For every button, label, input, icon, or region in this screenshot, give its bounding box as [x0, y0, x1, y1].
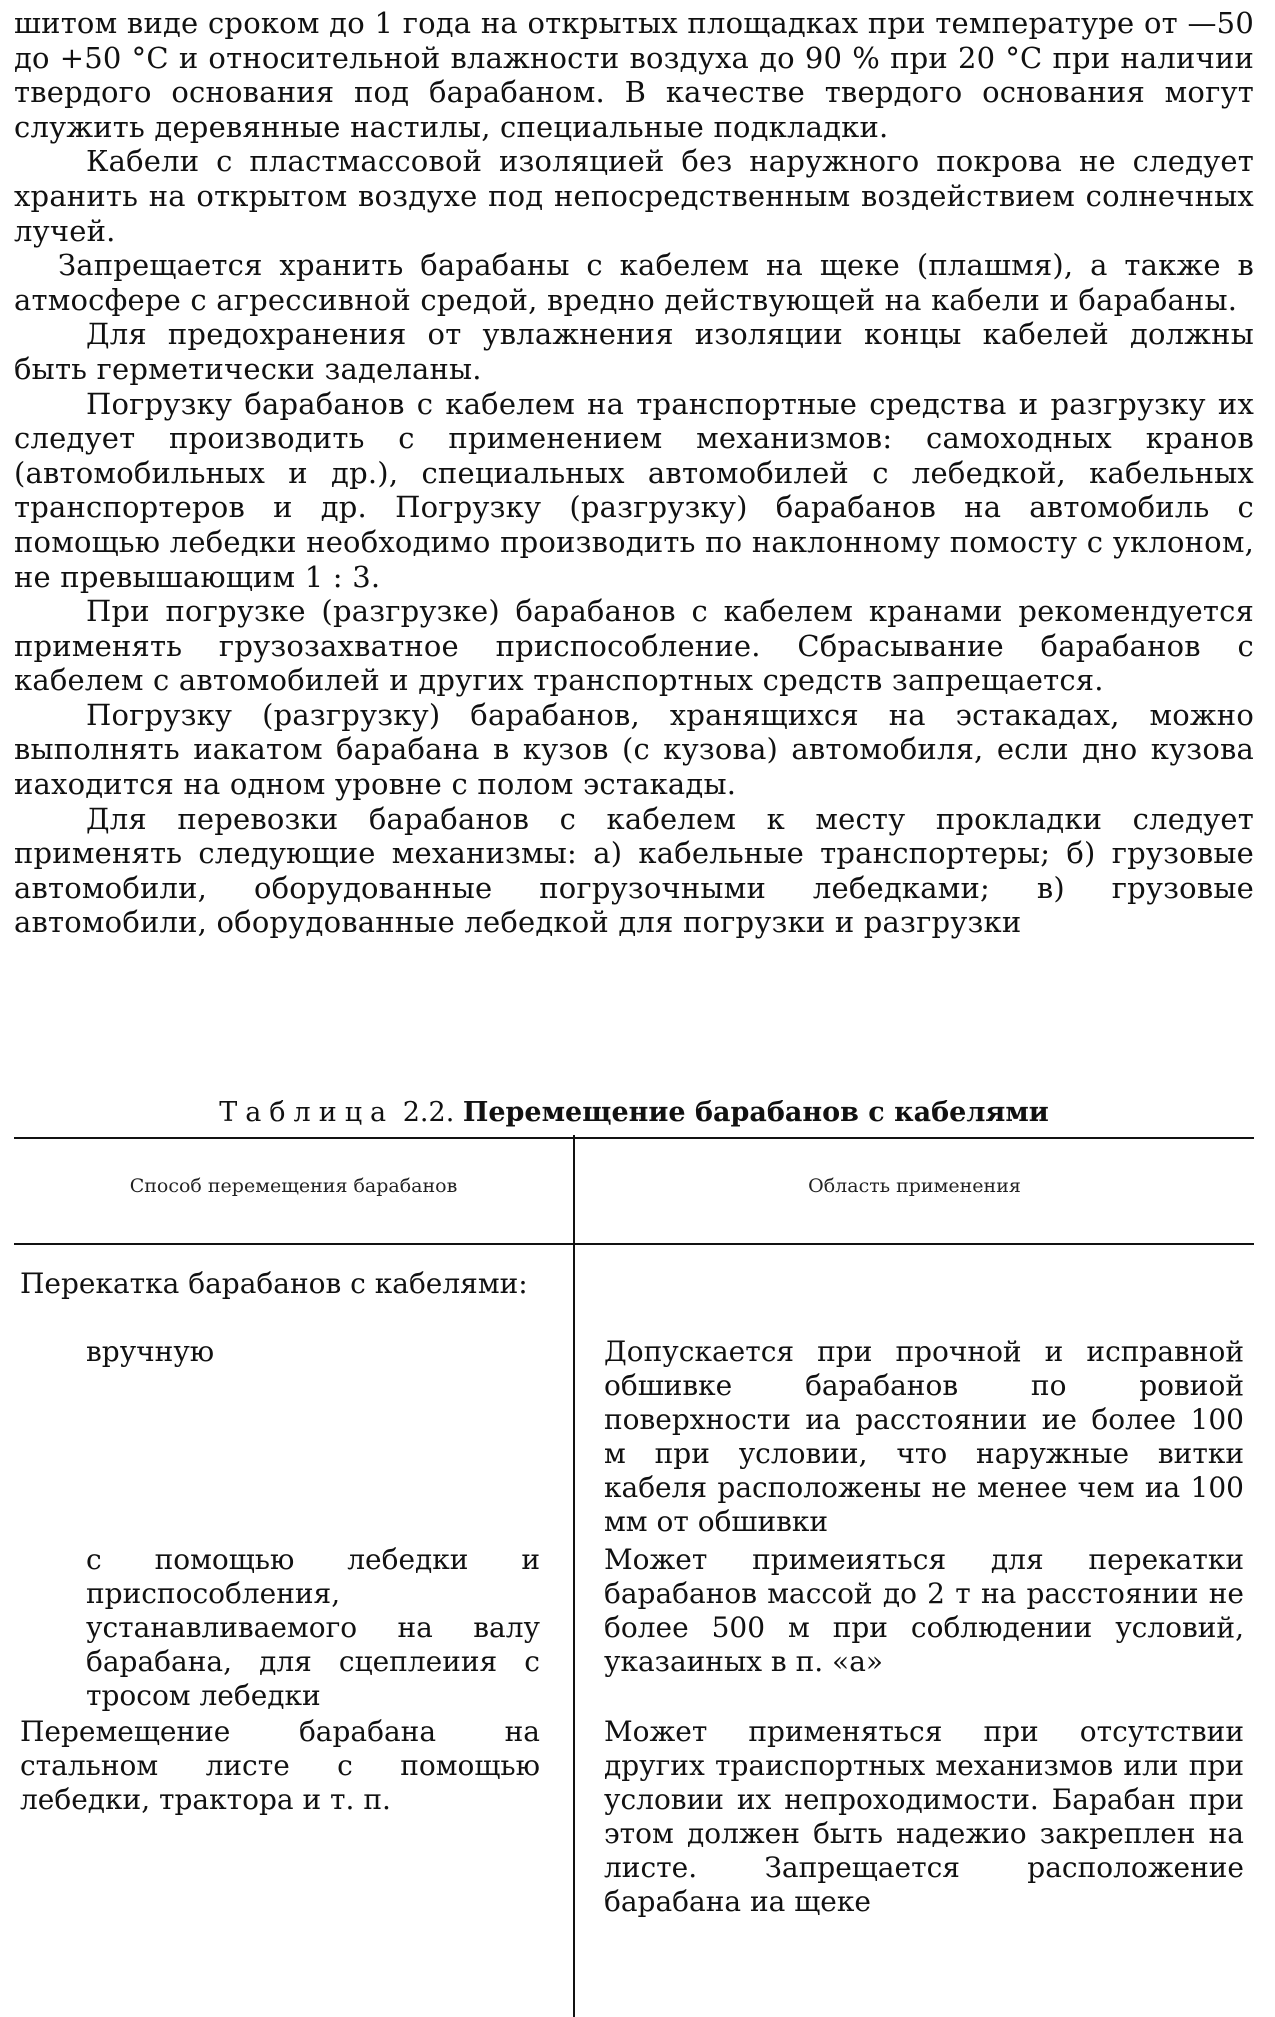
paragraph: Погрузку (разгрузку) барабанов, хранящихся на эстакадах, можно выполнять иакатом барабана в кузов (с кузова) автомобиля, если дно кузова иаходится на одном уровне с полом эстакады.	[14, 697, 1254, 802]
table-cell-application: Может примеияться для перекатки барабанов массой до 2 т на расстоянии не более 500 м при соблюдении условий, указаиных в п. «а»	[604, 1543, 1244, 1678]
table-cell-method: Перекатка барабанов с кабелями:	[20, 1267, 528, 1300]
body-text	[14, 6, 1254, 940]
table-header-method: Способ перемещения барабанов	[129, 1175, 458, 1197]
table-caption-title: Перемещение барабанов с кабелями	[462, 1097, 1049, 1128]
paragraph: Погрузку барабанов с кабелем на транспортные средства и разгрузку их следует производить с применением механизмов: самоходных кранов (автомобильных и др.), специальных автомобилей с лебедкой, кабельных транспортеров и др. Погрузку (разгрузку) барабанов на автомобиль с помощью лебедки необходимо производить по наклонному помосту с уклоном, не превышающим 1 : 3.	[14, 386, 1254, 594]
table-header-rule	[14, 1243, 1254, 1245]
paragraph: Запрещается хранить барабаны с кабелем на щеке (плашмя), а также в атмосфере с агрессивной средой, вредно действующей на кабели и барабаны.	[14, 248, 1254, 317]
table-cell-method: с помощью лебедки и приспособления, устанавливаемого на валу барабана, для сцеплеиия с тросом лебедки	[86, 1543, 540, 1712]
paragraph: Для предохранения от увлажнения изоляции концы кабелей должны быть герметически заделаны.	[14, 317, 1254, 386]
table-cell-application: Может применяться при отсутствии других траиспортных механизмов или при условии их непроходимости. Барабан при этом должен быть надежио закреплен на листе. Запрещается расположение барабана иа щеке	[604, 1715, 1244, 1918]
table-caption	[14, 1097, 1254, 1128]
table-cell-method: вручную	[86, 1335, 215, 1368]
paragraph: При погрузке (разгрузке) барабанов с кабелем кранами рекомендуется применять грузозахватное приспособление. Сбрасывание барабанов с кабелем с автомобилей и других транспортных средств запрещается.	[14, 594, 1254, 698]
table-caption-label: Таблица	[219, 1097, 395, 1128]
table-caption-number: 2.2.	[402, 1097, 455, 1128]
paragraph: Для перевозки барабанов с кабелем к месту прокладки следует применять следующие механизмы: а) кабельные транспортеры; б) грузовые автомобили, оборудованные погрузочными лебедками; в) грузовые автомобили, оборудованные лебедкой для погрузки и разгрузки	[14, 801, 1254, 940]
table-header-application: Область применения	[808, 1175, 1021, 1197]
paragraph: Кабели с пластмассовой изоляцией без наружного покрова не следует хранить на открытом воздухе под непосредственным воздействием солнечных лучей.	[14, 144, 1254, 248]
table-cell-method: Перемещение барабана на стальном листе с помощью лебедки, трактора и т. п.	[20, 1715, 540, 1816]
table-top-rule	[14, 1137, 1254, 1139]
table-column-divider	[573, 1135, 575, 2017]
table-cell-application: Допускается при прочной и исправной обшивке барабанов по ровиой поверхности иа расстоянии ие более 100 м при условии, что наружные витки кабеля расположены не менее чем иа 100 мм от обшивки	[604, 1335, 1244, 1538]
paragraph: шитом виде сроком до 1 года на открытых площадках при температуре от —50 до +50 °С и относительной влажности воздуха до 90 % при 20 °С при наличии твердого основания под барабаном. В качестве твердого основания могут служить деревянные настилы, специальные подкладки.	[14, 6, 1254, 144]
table	[14, 1135, 1254, 2017]
